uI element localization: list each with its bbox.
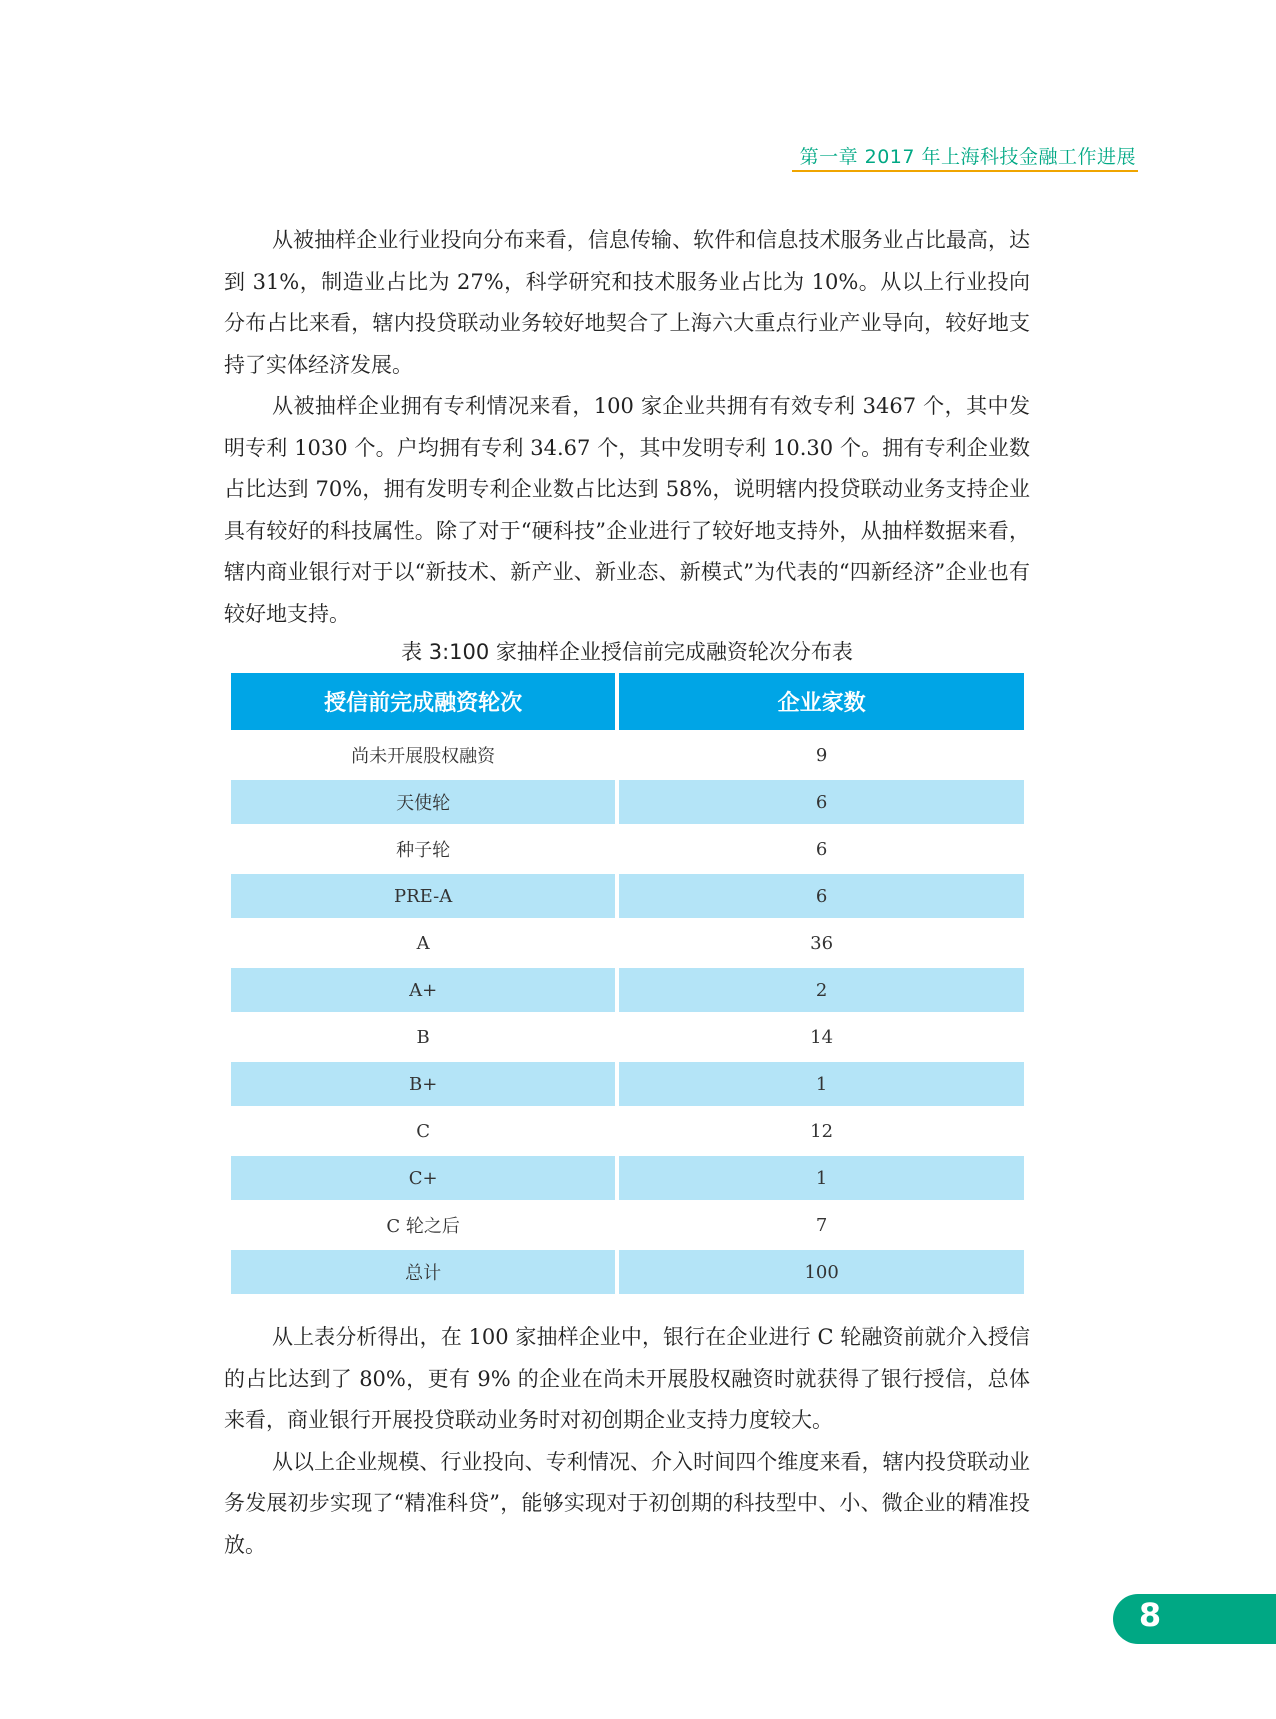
table-row	[231, 780, 1024, 824]
header-rule	[792, 170, 1138, 172]
count-cell: 100	[619, 1250, 1024, 1294]
round-cell: 总计	[231, 1250, 615, 1294]
table-row	[231, 1203, 1024, 1247]
count-cell: 36	[810, 932, 834, 954]
count-cell: 6	[619, 780, 1024, 824]
table-row	[231, 874, 1024, 918]
count-cell: 12	[810, 1120, 834, 1142]
round-cell: 种子轮	[396, 840, 451, 861]
table-row	[231, 827, 1024, 871]
table-total-row	[231, 1250, 1024, 1294]
body-text-top	[224, 220, 1030, 635]
count-cell: 6	[619, 874, 1024, 918]
count-cell: 6	[815, 838, 828, 860]
round-cell: PRE-A	[231, 874, 615, 918]
round-cell: A	[416, 932, 430, 954]
table-header-row	[231, 673, 1024, 730]
count-cell: 7	[815, 1214, 828, 1236]
financing-rounds-table	[227, 670, 1028, 1297]
table-row	[231, 733, 1024, 777]
round-cell: 天使轮	[231, 780, 615, 824]
count-cell: 1	[619, 1156, 1024, 1200]
count-cell: 1	[619, 1062, 1024, 1106]
round-cell: B+	[231, 1062, 615, 1106]
table-row	[231, 1109, 1024, 1153]
round-cell: C	[416, 1120, 431, 1142]
column-header-count: 企业家数	[619, 673, 1024, 730]
table-row	[231, 968, 1024, 1012]
running-header-title: 第一章 2017 年上海科技金融工作进展	[799, 146, 1136, 168]
table-row	[231, 921, 1024, 965]
paragraph-industry-distribution: 从被抽样企业行业投向分布来看，信息传输、软件和信息技术服务业占比最高，达到 31%，制造业占比为 27%，科学研究和技术服务业占比为 10%。从以上行业投向分布占比来看，辖内投贷联动业务较好地契合了上海六大重点行业产业导向，较好地支持了实体经济发展。	[224, 228, 1030, 377]
count-cell: 2	[619, 968, 1024, 1012]
table-row	[231, 1062, 1024, 1106]
round-cell: C+	[231, 1156, 615, 1200]
table-row	[231, 1015, 1024, 1059]
column-header-round: 授信前完成融资轮次	[231, 673, 615, 730]
round-cell: 尚未开展股权融资	[351, 746, 496, 767]
paragraph-analysis: 从上表分析得出，在 100 家抽样企业中，银行在企业进行 C 轮融资前就介入授信的占比达到了 80%，更有 9% 的企业在尚未开展股权融资时就获得了银行授信，总体来看，商业银行开展投贷联动业务时对初创期企业支持力度较大。	[224, 1325, 1030, 1432]
page-number: 8	[1138, 1596, 1162, 1634]
paragraph-conclusion: 从以上企业规模、行业投向、专利情况、介入时间四个维度来看，辖内投贷联动业务发展初步实现了“精准科贷”，能够实现对于初创期的科技型中、小、微企业的精准投放。	[224, 1449, 1030, 1557]
round-cell: B	[416, 1026, 430, 1048]
count-cell: 9	[815, 744, 828, 766]
table-row	[231, 1156, 1024, 1200]
body-text-bottom	[224, 1317, 1030, 1566]
table-caption: 表 3:100 家抽样企业授信前完成融资轮次分布表	[401, 640, 853, 664]
paragraph-patents: 从被抽样企业拥有专利情况来看，100 家企业共拥有有效专利 3467 个，其中发明专利 1030 个。户均拥有专利 34.67 个，其中发明专利 10.30 个。拥有专利企业数占比达到 70%，拥有发明专利企业数占比达到 58%，说明辖内投贷联动业务支持企业具有较好的科技属性。除了对于“硬科技”企业进行了较好地支持外，从抽样数据来看，辖内商业银行对于以“新技术、新产业、新业态、新模式”为代表的“四新经济”企业也有较好地支持。	[224, 394, 1030, 626]
round-cell: C 轮之后	[386, 1216, 460, 1237]
round-cell: A+	[231, 968, 615, 1012]
count-cell: 14	[810, 1026, 834, 1048]
